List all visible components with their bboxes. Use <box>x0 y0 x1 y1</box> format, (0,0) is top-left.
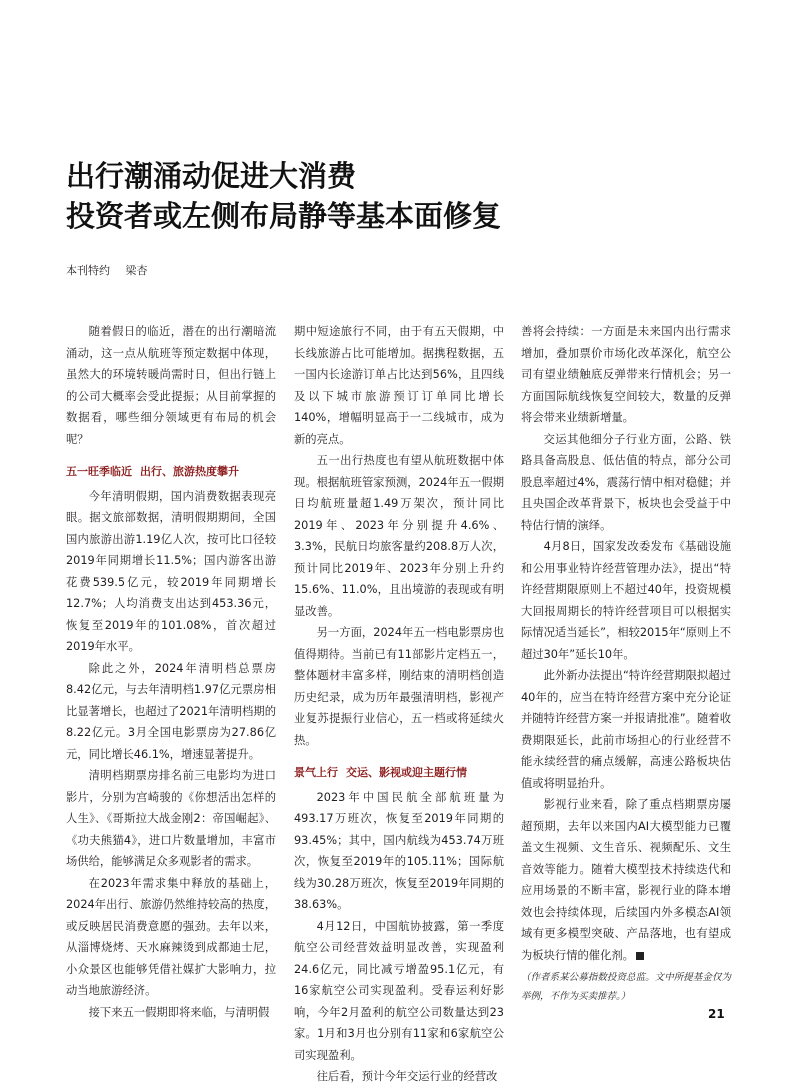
section-heading-1 <box>66 461 276 483</box>
end-mark-icon <box>636 952 644 960</box>
paragraph: 接下来五一假期即将来临，与清明假 <box>88 1005 270 1019</box>
paragraph: 清明档期票房排名前三电影均为进口影片，分别为宫崎骏的《你想活出怎样的人生》、《哥斯拉大战金刚2：帝国崛起》、《功夫熊猫4》，进口片数量增加，丰富市场供给，能够满足众多观影者的需求。 <box>66 769 276 868</box>
section-heading-part: 出行、旅游热度攀升 <box>140 465 239 478</box>
byline <box>66 262 160 278</box>
paragraph: 除此之外，2024年清明档总票房8.42亿元，与去年清明档1.97亿元票房相比显著增长，也超过了2021年清明档期的8.22亿元。3月全国电影票房为27.86亿元，同比增长46.1%，增速显著提升。 <box>66 661 276 761</box>
byline-author: 梁杏 <box>125 264 148 277</box>
paragraph: 在2023年需求集中释放的基础上，2024年出行、旅游仍然维持较高的热度，或反映居民消费意愿的强劲。去年以来，从淄博烧烤、天水麻辣烫到成都迪士尼，小众景区也能够凭借社媒扩大影响力，拉动当地旅游经济。 <box>66 876 276 997</box>
paragraph: 4月8日，国家发改委发布《基础设施和公用事业特许经营管理办法》，提出“特许经营期限原则上不超过40年，投资规模大回报周期长的特许经营项目可以根据实际情况适当延长”，相较2015年“原则上不超过30年”延长10年。 <box>521 540 731 661</box>
paragraph: 交运其他细分子行业方面，公路、铁路具备高股息、低估值的特点，部分公司股息率超过4%，震荡行情中相对稳健；并且央国企改革背景下，板块也会受益于中特估行情的演绎。 <box>521 432 731 532</box>
section-heading-part: 景气上行 <box>294 766 338 779</box>
title-line-2: 投资者或左侧布局静等基本面修复 <box>66 199 502 233</box>
author-note: （作者系某公募指数投资总监。文中所提基金仅为举例，不作为买卖推荐。） <box>521 972 731 1002</box>
paragraph: 今年清明假期，国内消费数据表现亮眼。据文旅部数据，清明假期期间，全国国内旅游出游1.19亿人次，按可比口径较2019年同期增长11.5%；国内游客出游花费539.5亿元，较2019年同期增长12.7%；人均消费支出达到453.36元，恢复至2019年的101.08%，首次超过2019年水平。 <box>66 489 276 653</box>
paragraph: 另一方面，2024年五一档电影票房也值得期待。当前已有11部影片定档五一，整体题材丰富多样，刚结束的清明档创造历史纪录，成为历年最强清明档，影视产业复苏提振行业信心，五一档或将延续火热。 <box>294 626 504 747</box>
paragraph <box>521 794 731 966</box>
paragraph-text: 影视行业来看，除了重点档期票房屡超预期，去年以来国内AI大模型能力已覆盖文生视频、文生音乐、视频配乐、文生音效等能力。随着大模型技术持续迭代和应用场景的不断丰富，影视行业的降本增效也会持续体现，后续国内外多模态AI领域有更多模型突破、产品落地，也有望成为板块行情的催化剂。 <box>521 798 731 962</box>
page-number: 21 <box>708 1007 725 1021</box>
paragraph: 4月12日，中国航协披露，第一季度航空公司经营效益明显改善，实现盈利24.6亿元，同比减亏增盈95.1亿元，有16家航空公司实现盈利。受春运利好影响，今年2月盈利的航空公司数量达到23家。1月和3月也分别有11家和6家航空公司实现盈利。 <box>294 919 504 1062</box>
paragraph: 往后看，预计今年交运行业的经营改 <box>316 1070 498 1083</box>
section-heading-part: 交运、影视或迎主题行情 <box>346 766 467 779</box>
article-title <box>66 156 501 236</box>
title-line-1: 出行潮涌动促进大消费 <box>66 159 357 193</box>
paragraph: 期中短途旅行不同，由于有五天假期，中长线旅游占比可能增加。据携程数据，五一国内长途游订单占比达到56%，且四线及以下城市旅游预订订单同比增长140%，增幅明显高于一二线城市，成为新的亮点。 <box>294 325 504 446</box>
column-2 <box>294 321 504 1088</box>
section-heading-2 <box>294 762 504 784</box>
paragraph: 随着假日的临近，潜在的出行潮暗流涌动，这一点从航班等预定数据中体现，虽然大的环境转暖尚需时日，但出行链上的公司大概率会受此提振；从目前掌握的数据看，哪些细分领域更有布局的机会呢？ <box>66 325 276 446</box>
column-1 <box>66 321 276 1023</box>
byline-column: 本刊特约 <box>66 264 110 277</box>
column-3 <box>521 321 731 1006</box>
paragraph: 2023年中国民航全部航班量为493.17万班次，恢复至2019年同期的93.45%；其中，国内航线为453.74万班次，恢复至2019年的105.11%；国际航线为30.28万班次，恢复至2019年同期的38.63%。 <box>294 790 504 911</box>
paragraph: 五一出行热度也有望从航班数据中体现。根据航班管家预测，2024年五一假期日均航班量超1.49万架次，预计同比2019年、2023年分别提升4.6%、3.3%，民航日均旅客量约208.8万人次，预计同比2019年、2023年分别上升约15.6%、11.0%，且出境游的表现或有明显改善。 <box>294 454 504 618</box>
paragraph: 善将会持续：一方面是未来国内出行需求增加，叠加票价市场化改革深化，航空公司有望业绩触底反弹带来行情机会；另一方面国际航线恢复空间较大，数量的反弹将会带来业绩新增量。 <box>521 325 731 424</box>
section-heading-part: 五一旺季临近 <box>66 465 132 478</box>
paragraph: 此外新办法提出“特许经营期限拟超过40年的，应当在特许经营方案中充分论证并随特许经营方案一并报请批准”。随着收费期限延长，此前市场担心的行业经营不能永续经营的痛点缓解，高速公路板块估值或将明显抬升。 <box>521 669 731 790</box>
